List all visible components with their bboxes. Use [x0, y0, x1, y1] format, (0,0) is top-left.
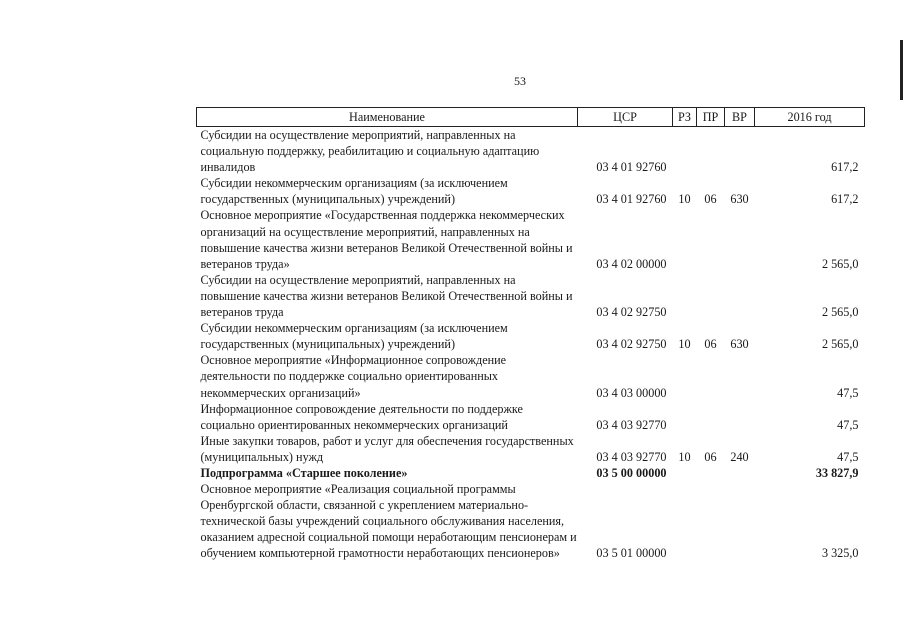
amount-cell: 47,5: [837, 385, 859, 400]
name-cell: Субсидии на осуществление мероприятий, направленных на повышение качества жизни ветеранов Великой Отечественной войны и ветеранов труда: [200, 272, 573, 320]
header-csr: ЦСР: [578, 108, 673, 127]
csr-cell: 03 5 01 00000: [596, 546, 667, 561]
rz-cell: 10: [678, 449, 691, 464]
table-row: [197, 207, 865, 271]
csr-cell: 03 5 00 00000: [596, 465, 667, 480]
pr-cell: 06: [704, 192, 717, 207]
name-cell: Подпрограмма «Старшее поколение»: [200, 465, 408, 480]
amount-cell: 47,5: [837, 417, 859, 432]
amount-cell: 2 565,0: [821, 305, 859, 320]
rz-cell: [673, 401, 697, 433]
table-row: [197, 127, 865, 176]
vr-cell: [725, 465, 755, 481]
name-cell: Субсидии на осуществление мероприятий, направленных на социальную поддержку, реабилитацию и социальную адаптацию инвалидов: [200, 128, 540, 175]
rz-cell: [673, 207, 697, 271]
table-row: [197, 481, 865, 561]
table-header: [197, 108, 865, 127]
pr-cell: 06: [704, 337, 717, 352]
csr-cell: 03 4 02 92750: [596, 337, 667, 352]
amount-cell: 3 325,0: [821, 546, 859, 561]
rz-cell: [673, 352, 697, 400]
pr-cell: [697, 481, 725, 561]
table-row: [197, 401, 865, 433]
amount-cell: 2 565,0: [821, 256, 859, 271]
header-vr: ВР: [725, 108, 755, 127]
vr-cell: 240: [730, 449, 749, 464]
name-cell: Субсидии некоммерческим организациям (за исключением государственных (муниципальных) учреждений): [200, 321, 508, 352]
pr-cell: [697, 465, 725, 481]
amount-cell: 33 827,9: [815, 465, 859, 480]
rz-cell: [673, 481, 697, 561]
table-row: [197, 352, 865, 400]
rz-cell: [673, 465, 697, 481]
csr-cell: 03 4 03 92770: [596, 417, 667, 432]
table-row: [197, 320, 865, 352]
table-row: [197, 175, 865, 207]
name-cell: Иные закупки товаров, работ и услуг для обеспечения государственных (муниципальных) нужд: [200, 433, 574, 464]
vr-cell: [725, 352, 755, 400]
header-year: 2016 год: [755, 108, 865, 127]
amount-cell: 2 565,0: [821, 337, 859, 352]
table-row: [197, 433, 865, 465]
amount-cell: 47,5: [837, 449, 859, 464]
header-rz: РЗ: [673, 108, 697, 127]
vr-cell: [725, 401, 755, 433]
vr-cell: [725, 207, 755, 271]
name-cell: Субсидии некоммерческим организациям (за исключением государственных (муниципальных) учреждений): [200, 176, 508, 207]
amount-cell: 617,2: [831, 160, 859, 175]
pr-cell: [697, 401, 725, 433]
header-pr: ПР: [697, 108, 725, 127]
pr-cell: [697, 127, 725, 176]
csr-cell: 03 4 03 00000: [596, 385, 667, 400]
table-body: [197, 127, 865, 562]
scan-edge-mark: [900, 40, 903, 100]
pr-cell: 06: [704, 449, 717, 464]
page-number: 53: [514, 74, 526, 88]
table-row: [197, 465, 865, 481]
pr-cell: [697, 272, 725, 320]
vr-cell: 630: [730, 192, 749, 207]
vr-cell: 630: [730, 337, 749, 352]
vr-cell: [725, 127, 755, 176]
rz-cell: [673, 272, 697, 320]
budget-table: [196, 107, 865, 562]
table-row: [197, 272, 865, 320]
vr-cell: [725, 481, 755, 561]
csr-cell: 03 4 01 92760: [596, 160, 667, 175]
name-cell: Основное мероприятие «Информационное сопровождение деятельности по поддержке социально ориентированных некоммерческих организаций»: [200, 353, 507, 400]
pr-cell: [697, 352, 725, 400]
csr-cell: 03 4 02 00000: [596, 256, 667, 271]
amount-cell: 617,2: [831, 192, 859, 207]
header-name: Наименование: [197, 108, 578, 127]
vr-cell: [725, 272, 755, 320]
csr-cell: 03 4 01 92760: [596, 192, 667, 207]
name-cell: Основное мероприятие «Реализация социальной программы Оренбургской области, связанной с укреплением материально-технической базы учреждений социального обслуживания населения, оказанием адресной социальной помощи неработающим пенсионерам и обучением компьютерной грамотности неработающих пенсионеров»: [200, 482, 577, 561]
name-cell: Основное мероприятие «Государственная поддержка некоммерческих организаций на осуществление мероприятий, направленных на повышение качества жизни ветеранов Великой Отечественной войны и ветеранов труда»: [200, 208, 573, 271]
rz-cell: 10: [678, 337, 691, 352]
rz-cell: [673, 127, 697, 176]
pr-cell: [697, 207, 725, 271]
csr-cell: 03 4 03 92770: [596, 449, 667, 464]
name-cell: Информационное сопровождение деятельности по поддержке социально ориентированных некоммерческих организаций: [200, 401, 523, 432]
rz-cell: 10: [678, 192, 691, 207]
csr-cell: 03 4 02 92750: [596, 305, 667, 320]
